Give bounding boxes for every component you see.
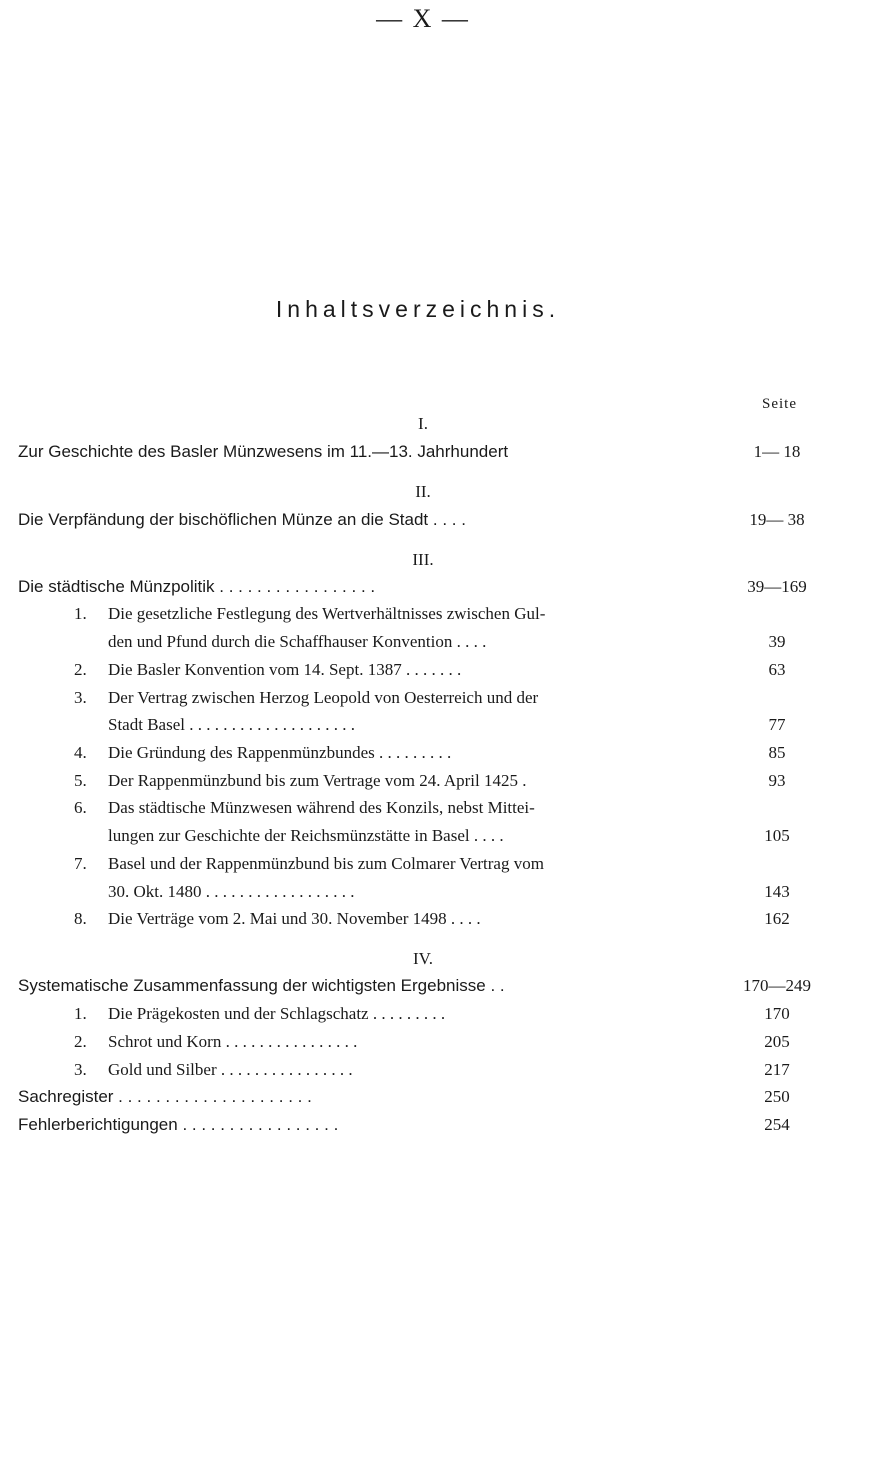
toc-subentry-label: Der Rappenmünzbund bis zum Vertrage vom 24. April 1425 . — [108, 771, 527, 790]
toc-subentry-number: 7. — [74, 854, 87, 873]
toc-subentry-label: den und Pfund durch die Schaffhauser Konvention . . . . — [108, 632, 487, 651]
toc-subentry-label: Schrot und Korn . . . . . . . . . . . . . . . . — [108, 1032, 358, 1051]
toc-entry-page: 170 — [764, 1004, 790, 1023]
toc-subentry — [0, 1004, 892, 1030]
toc-entry-page: 162 — [764, 909, 790, 928]
toc-subentry-continuation — [0, 715, 892, 741]
toc-entry-page: 250 — [764, 1087, 790, 1106]
section-heading-i: I. — [418, 414, 428, 433]
toc-subentry-number: 8. — [74, 909, 87, 928]
toc-subentry-number: 5. — [74, 771, 87, 790]
toc-entry-page: 1— 18 — [753, 442, 801, 461]
toc-entry-label: Systematische Zusammenfassung der wichtigsten Ergebnisse . . — [18, 976, 505, 995]
toc-subentry — [0, 909, 892, 935]
toc-subentry — [0, 1060, 892, 1086]
toc-subentry-label: Die Verträge vom 2. Mai und 30. November 1498 . . . . — [108, 909, 481, 928]
toc-entry — [0, 976, 892, 1002]
toc-entry-page: 143 — [764, 882, 790, 901]
toc-subentry — [0, 743, 892, 769]
toc-entry — [0, 442, 892, 468]
toc-subentry-number: 3. — [74, 1060, 87, 1079]
toc-entry-label: Zur Geschichte des Basler Münzwesens im 11.—13. Jahrhundert — [18, 442, 509, 461]
toc-entry-page: 170—249 — [743, 976, 811, 995]
toc-subentry-label: Die gesetzliche Festlegung des Wertverhältnisses zwischen Gul- — [108, 604, 546, 623]
toc-subentry — [0, 660, 892, 686]
toc-subentry — [0, 604, 892, 630]
toc-entry-page: 254 — [764, 1115, 790, 1134]
toc-subentry-label: Die Basler Konvention vom 14. Sept. 1387 . . . . . . . — [108, 660, 462, 679]
toc-subentry-number: 4. — [74, 743, 87, 762]
toc-subentry — [0, 798, 892, 824]
page-number: — X — — [376, 4, 470, 33]
toc-entry-page: 19— 38 — [749, 510, 805, 529]
page-title: Inhaltsverzeichnis. — [275, 296, 561, 322]
toc-entry-label: Die städtische Münzpolitik . . . . . . . . . . . . . . . . . — [18, 577, 376, 596]
page-column-header: Seite — [762, 396, 797, 412]
toc-subentry-continuation — [0, 632, 892, 658]
toc-subentry-label: Basel und der Rappenmünzbund bis zum Colmarer Vertrag vom — [108, 854, 544, 873]
section-heading-iii: III. — [412, 550, 434, 569]
toc-entry — [0, 577, 892, 603]
toc-subentry-label: Der Vertrag zwischen Herzog Leopold von Oesterreich und der — [108, 688, 539, 707]
toc-entry-page: 77 — [768, 715, 786, 734]
toc-subentry — [0, 1032, 892, 1058]
toc-entry — [0, 1115, 892, 1141]
toc-entry-page: 39 — [768, 632, 786, 651]
toc-entry — [0, 510, 892, 536]
toc-entry-label: Fehlerberichtigungen . . . . . . . . . . . . . . . . . — [18, 1115, 339, 1134]
toc-subentry-continuation — [0, 882, 892, 908]
toc-subentry-number: 6. — [74, 798, 87, 817]
toc-entry-page: 205 — [764, 1032, 790, 1051]
toc-subentry-number: 3. — [74, 688, 87, 707]
toc-subentry — [0, 688, 892, 714]
toc-entry-label: Die Verpfändung der bischöflichen Münze an die Stadt . . . . — [18, 510, 466, 529]
toc-subentry-label: Die Gründung des Rappenmünzbundes . . . . . . . . . — [108, 743, 452, 762]
toc-subentry-label: Stadt Basel . . . . . . . . . . . . . . . . . . . . — [108, 715, 355, 734]
toc-entry-page: 85 — [768, 743, 786, 762]
section-heading-iv: IV. — [413, 949, 433, 968]
toc-entry-page: 39—169 — [747, 577, 807, 596]
toc-entry-page: 105 — [764, 826, 790, 845]
toc-subentry-number: 2. — [74, 1032, 87, 1051]
section-heading-ii: II. — [415, 482, 431, 501]
toc-subentry — [0, 771, 892, 797]
toc-subentry-number: 1. — [74, 604, 87, 623]
toc-entry-page: 93 — [768, 771, 786, 790]
toc-entry-label: Sachregister . . . . . . . . . . . . . . . . . . . . . — [18, 1087, 312, 1106]
toc-subentry-number: 2. — [74, 660, 87, 679]
toc-subentry-label: 30. Okt. 1480 . . . . . . . . . . . . . . . . . . — [108, 882, 355, 901]
toc-subentry-continuation — [0, 826, 892, 852]
toc-subentry-label: Das städtische Münzwesen während des Konzils, nebst Mittei- — [108, 798, 535, 817]
toc-entry — [0, 1087, 892, 1113]
toc-subentry-label: Die Prägekosten und der Schlagschatz . . . . . . . . . — [108, 1004, 446, 1023]
toc-subentry-label: lungen zur Geschichte der Reichsmünzstätte in Basel . . . . — [108, 826, 504, 845]
toc-subentry-number: 1. — [74, 1004, 87, 1023]
toc-subentry-label: Gold und Silber . . . . . . . . . . . . . . . . — [108, 1060, 353, 1079]
toc-entry-page: 63 — [768, 660, 786, 679]
toc-subentry — [0, 854, 892, 880]
toc-entry-page: 217 — [764, 1060, 790, 1079]
